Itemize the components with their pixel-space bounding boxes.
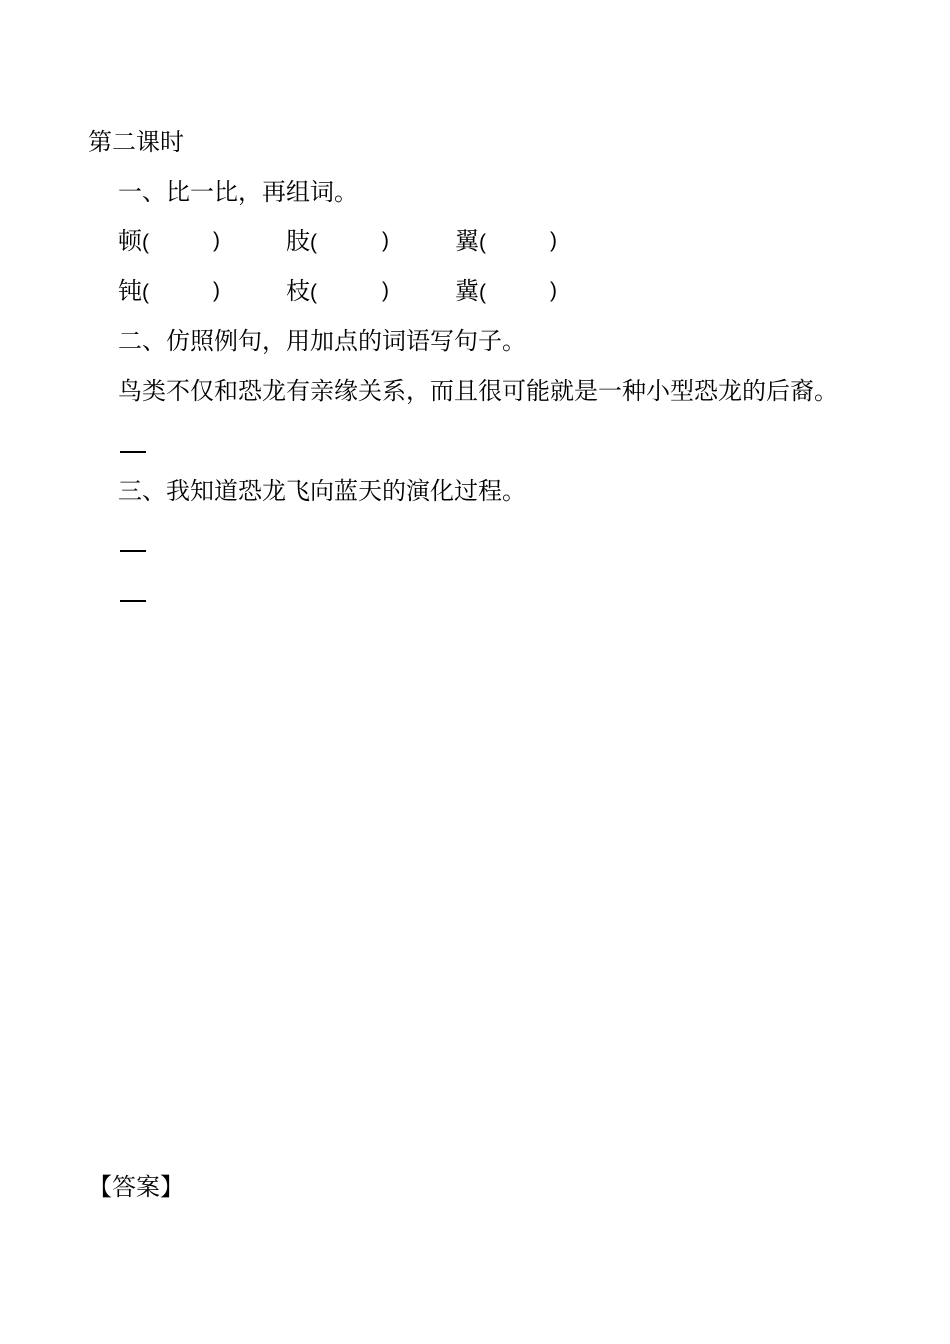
- open-paren: (: [142, 281, 149, 304]
- word-group-item: [118, 226, 149, 258]
- character: 冀: [455, 277, 479, 305]
- open-paren: (: [310, 231, 317, 254]
- close-paren: ): [550, 279, 557, 302]
- section1-heading: 一、比一比，再组词。: [118, 178, 358, 206]
- word-group-item: [455, 276, 486, 308]
- character: 翼: [455, 227, 479, 255]
- lesson-title: 第二课时: [88, 128, 184, 156]
- open-paren: (: [142, 231, 149, 254]
- answer-heading: 【答案】: [88, 1173, 184, 1201]
- close-paren: ): [382, 229, 389, 252]
- character: 枝: [286, 277, 310, 305]
- word-group-item: [286, 276, 317, 308]
- answer-blank-line: [120, 600, 146, 602]
- close-paren: ): [213, 229, 220, 252]
- open-paren: (: [479, 231, 486, 254]
- word-group-item: [118, 276, 149, 308]
- section3-heading: 三、我知道恐龙飞向蓝天的演化过程。: [118, 477, 526, 505]
- answer-blank-line: [120, 550, 146, 552]
- section2-heading: 二、仿照例句，用加点的词语写句子。: [118, 327, 526, 355]
- character: 钝: [118, 277, 142, 305]
- open-paren: (: [479, 281, 486, 304]
- example-sentence: 鸟类不仅和恐龙有亲缘关系，而且很可能就是一种小型恐龙的后裔。: [118, 377, 838, 405]
- close-paren: ): [550, 229, 557, 252]
- word-group-item: [286, 226, 317, 258]
- character: 顿: [118, 227, 142, 255]
- character: 肢: [286, 227, 310, 255]
- close-paren: ): [213, 279, 220, 302]
- close-paren: ): [382, 279, 389, 302]
- answer-blank-line: [120, 451, 146, 453]
- open-paren: (: [310, 281, 317, 304]
- word-group-item: [455, 226, 486, 258]
